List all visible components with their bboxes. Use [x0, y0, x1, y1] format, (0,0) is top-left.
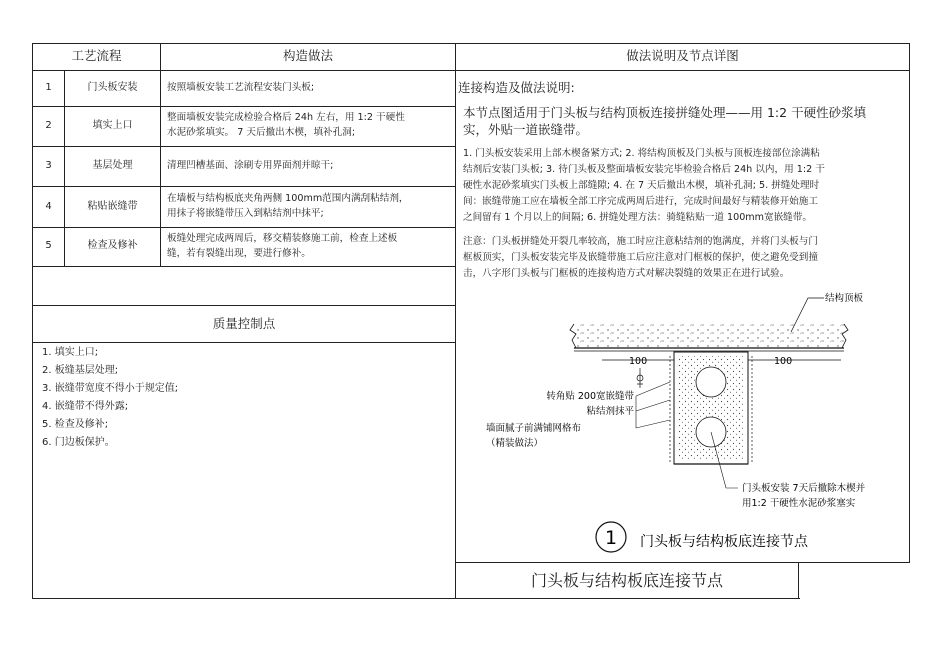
detail-steps-line-1: 1. 门头板安装采用上部木楔备紧方式; 2. 将结构顶板及门头板与顶板连接部位涂满粘: [463, 148, 820, 159]
board-core-hole-1: [696, 367, 726, 397]
title-box-right: [798, 563, 799, 599]
quality-title-rule: [32, 342, 456, 343]
label-adhesive: 粘结剂抹平: [586, 406, 634, 417]
detail-steps-line-2: 结剂后安装门头板; 3. 待门头板及整面墙板安装完毕检验合格后 24h 以内，用 1:2 干: [463, 164, 825, 175]
row-rule-4: [32, 227, 456, 228]
footer-title: 门头板与结构板底连接节点: [530, 571, 723, 590]
detail-steps-line-3: 硬性水泥砂浆填实门头板上部缝隙; 4. 在 7 天后撤出木楔，填补孔洞; 5. 拼缝处理时: [463, 180, 820, 191]
quality-item-4: 4. 嵌缝带不得外露;: [42, 401, 129, 412]
row-3-step: 基层处理: [92, 160, 133, 171]
row-5-method-line-2: 缝，若有裂缝出现，要进行修补。: [167, 248, 311, 259]
label-tape: 转角贴 200宽嵌缝带: [546, 391, 634, 402]
row-2-method-line-2: 水泥砂浆填实。 7 天后撤出木楔，填补孔洞;: [167, 127, 356, 138]
row-3-method: 清理凹槽基面、涂刷专用界面剂并晾干;: [167, 160, 334, 171]
row-rule-3: [32, 186, 456, 187]
detail-panel-header: 做法说明及节点详图: [626, 48, 739, 63]
detail-steps-line-4: 间：嵌缝带施工应在墙板全部工序完成两周后进行，完成时间最好与精装修开始施工: [463, 196, 818, 207]
detail-note-line-3: 击，八字形门头板与门框板的连接构造方式对解决裂缝的效果正在进行试验。: [463, 268, 790, 279]
table-header-rule: [32, 70, 456, 71]
detail-note-line-2: 框板顶实，门头板安装完毕及嵌缝带施工后应注意对门框板的保护，使之避免受到撞: [463, 252, 818, 263]
leader-mesh: [636, 420, 670, 428]
detail-steps-line-5: 之间留有 1 个月以上的间隔; 6. 拼缝处理方法：骑缝粘贴一道 100mm宽嵌缝带。: [463, 212, 812, 223]
dim-right: 100: [774, 356, 793, 367]
row-rule-5: [32, 266, 456, 267]
detail-intro-line-1: 本节点图适用于门头板与结构顶板连接拼缝处理——用 1:2 干硬性砂浆填: [463, 105, 867, 120]
row-4-num: 4: [45, 201, 52, 212]
label-door-2: 用1:2 干硬性水泥砂浆塞实: [742, 498, 856, 509]
row-4-step: 粘贴嵌缝带: [87, 201, 138, 212]
row-2-method-line-1: 整面墙板安装完成检验合格后 24h 左右，用 1:2 干硬性: [167, 112, 405, 123]
label-mesh-2: （精装做法）: [486, 438, 544, 449]
slab-hatch: [574, 324, 844, 348]
row-rule-2: [32, 146, 456, 147]
dim-left: 100: [629, 356, 648, 367]
row-5-method-line-1: 板缝处理完成两周后，移交精装修施工前，检查上述板: [167, 233, 398, 244]
frame-bottom-left: [32, 598, 800, 599]
quality-item-2: 2. 板缝基层处理;: [42, 365, 119, 376]
label-door-1: 门头板安装 7天后撤除木楔并: [742, 483, 866, 494]
frame-right-bottom: [456, 562, 910, 563]
row-rule-1: [32, 106, 456, 107]
row-3-num: 3: [45, 160, 52, 171]
quality-item-1: 1. 填实上口;: [42, 347, 99, 358]
quality-item-6: 6. 门边板保护。: [42, 437, 115, 448]
row-4-method-line-2: 用抹子将嵌缝带压入到粘结剂中抹平;: [167, 208, 324, 219]
leader-adhesive: [636, 400, 670, 411]
joint-detail-drawing: [456, 280, 909, 562]
row-2-step: 填实上口: [92, 120, 133, 131]
label-slab: 结构顶板: [825, 293, 864, 304]
row-5-num: 5: [45, 240, 52, 251]
row-5-step: 检查及修补: [87, 240, 138, 251]
row-2-num: 2: [45, 120, 52, 131]
quality-item-5: 5. 检查及修补;: [42, 419, 109, 430]
spacer-rule: [32, 305, 456, 306]
quality-title: 质量控制点: [212, 316, 276, 331]
detail-subtitle: 连接构造及做法说明:: [458, 80, 575, 95]
header-process: 工艺流程: [71, 48, 122, 63]
detail-intro-line-2: 实，外贴一道嵌缝带。: [463, 122, 589, 137]
quality-item-3: 3. 嵌缝带宽度不得小于规定值;: [42, 383, 179, 394]
row-1-method: 按照墙板安装工艺流程安装门头板;: [167, 82, 315, 93]
node-caption: 门头板与结构板底连接节点: [640, 534, 808, 550]
frame-top: [32, 43, 910, 44]
col-rule-method: [160, 43, 161, 266]
anchor-icon: [637, 368, 643, 388]
label-mesh-1: 墙面腻子前满铺网格布: [486, 423, 582, 434]
frame-right: [909, 43, 910, 563]
row-1-num: 1: [45, 82, 52, 93]
header-method: 构造做法: [282, 48, 333, 63]
row-4-method-line-1: 在墙板与结构板底夹角两侧 100mm范围内满刮粘结剂，: [167, 193, 409, 204]
detail-note-line-1: 注意：门头板拼缝处开裂几率较高，施工时应注意粘结剂的饱满度，并将门头板与门: [463, 236, 818, 247]
row-1-step: 门头板安装: [87, 82, 138, 93]
panel-header-rule: [456, 70, 910, 71]
node-number: 1: [604, 527, 618, 549]
